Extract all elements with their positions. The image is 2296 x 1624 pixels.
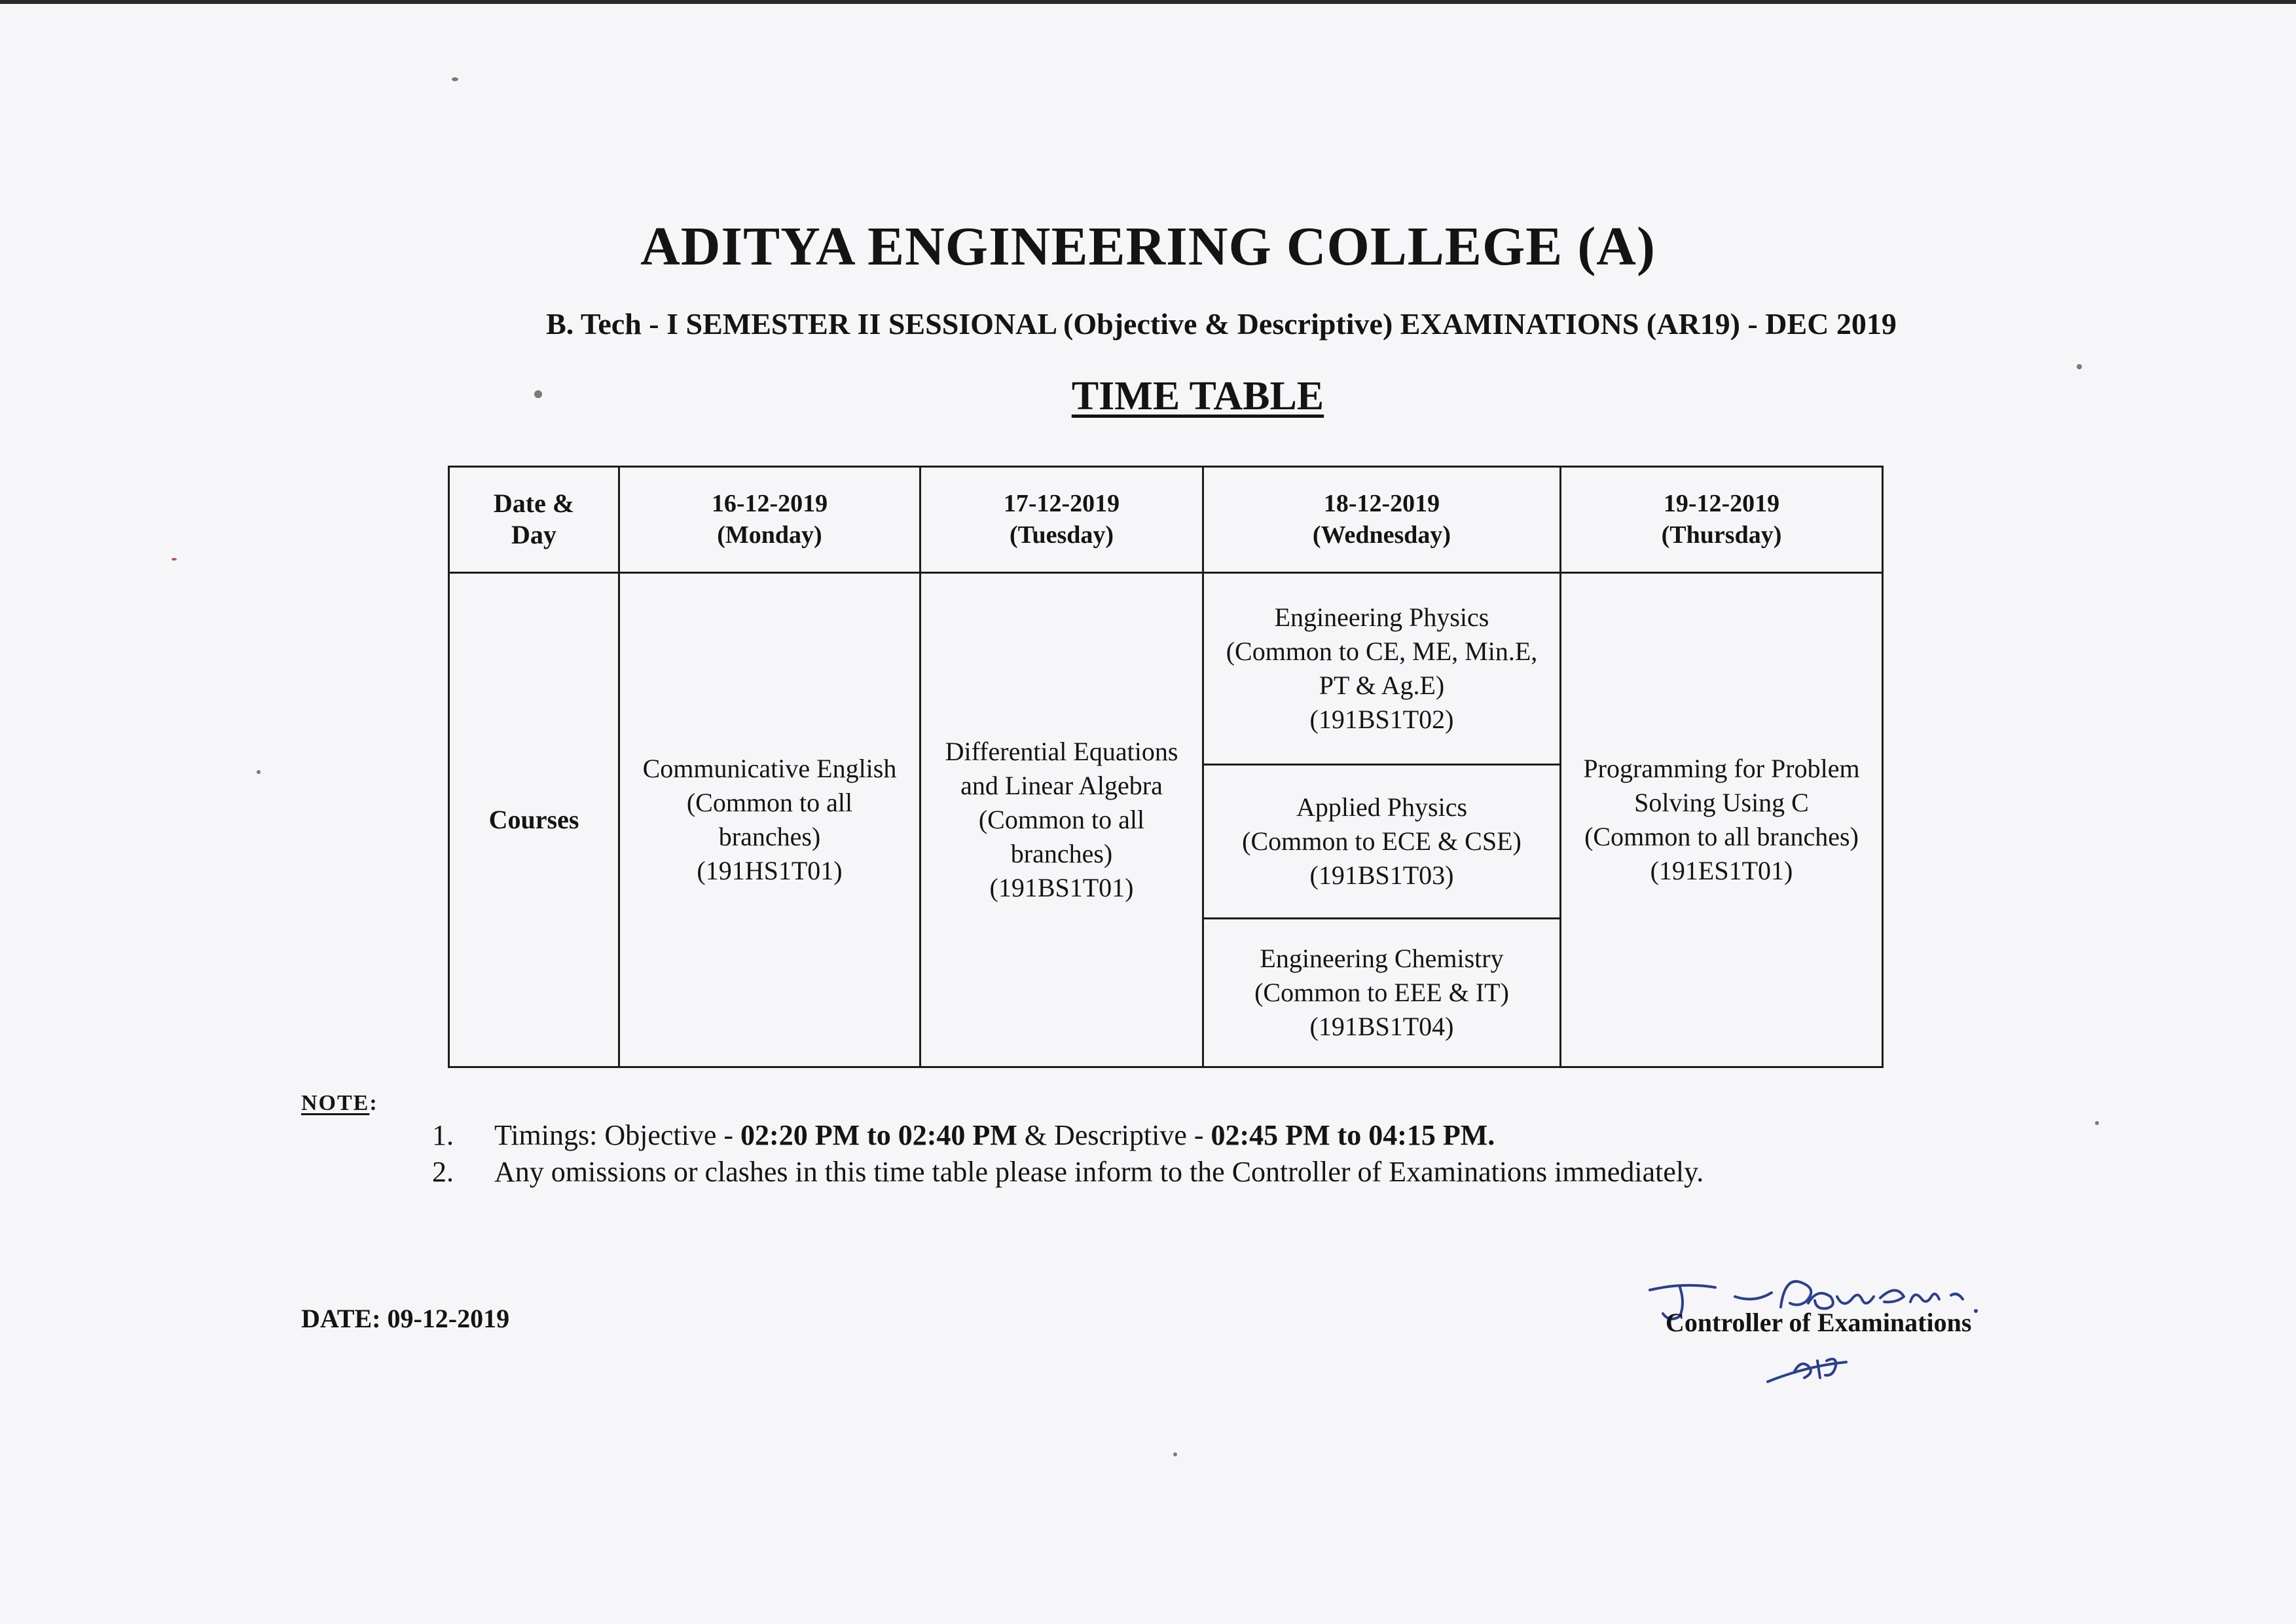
timetable-heading: TIME TABLE	[1071, 374, 1324, 418]
day-header-thursday: 19-12-2019 (Thursday)	[1561, 467, 1883, 573]
scan-speck	[2077, 364, 2082, 369]
table-header-row	[449, 467, 1883, 573]
note-item-omissions: 2. Any omissions or clashes in this time table please inform to the Controller of Examinations immediately.	[432, 1156, 1704, 1188]
note-label: NOTE:	[301, 1091, 378, 1115]
course-wednesday-chemistry: Engineering Chemistry (Common to EEE & IT) (191BS1T04)	[1203, 918, 1561, 1067]
note-list	[432, 1117, 1704, 1190]
scan-speck	[2095, 1121, 2099, 1125]
date-day-header: Date & Day	[449, 467, 619, 573]
courses-row-label: Courses	[449, 572, 619, 1067]
scan-top-edge	[0, 0, 2296, 4]
scan-speck	[1173, 1452, 1177, 1456]
course-thursday: Programming for Problem Solving Using C (Common to all branches) (191ES1T01)	[1561, 572, 1883, 1067]
scan-speck	[452, 77, 458, 81]
course-tuesday: Differential Equations and Linear Algebra (Common to all branches) (191BS1T01)	[920, 572, 1203, 1067]
controller-of-examinations: Controller of Examinations	[1666, 1308, 1972, 1337]
issue-date: DATE: 09-12-2019	[301, 1304, 510, 1333]
day-header-tuesday: 17-12-2019 (Tuesday)	[920, 467, 1203, 573]
day-header-wednesday: 18-12-2019 (Wednesday)	[1203, 467, 1561, 573]
course-monday: Communicative English (Common to all branches) (191HS1T01)	[619, 572, 920, 1067]
exam-subtitle: B. Tech - I SEMESTER II SESSIONAL (Objective & Descriptive) EXAMINATIONS (AR19) - DEC 2019	[546, 307, 1897, 341]
course-wednesday-applied-physics: Applied Physics (Common to ECE & CSE) (191BS1T03)	[1203, 764, 1561, 918]
timetable	[448, 466, 1884, 1068]
table-row	[449, 572, 1883, 764]
note-item-timings: 1. Timings: Objective - 02:20 PM to 02:40 PM & Descriptive - 02:45 PM to 04:15 PM.	[432, 1119, 1495, 1151]
college-title: ADITYA ENGINEERING COLLEGE (A)	[640, 216, 1656, 277]
course-wednesday-physics: Engineering Physics (Common to CE, ME, Min.E, PT & Ag.E) (191BS1T02)	[1203, 572, 1561, 764]
scan-speck	[257, 770, 261, 774]
scan-speck	[172, 558, 177, 561]
day-header-monday: 16-12-2019 (Monday)	[619, 467, 920, 573]
